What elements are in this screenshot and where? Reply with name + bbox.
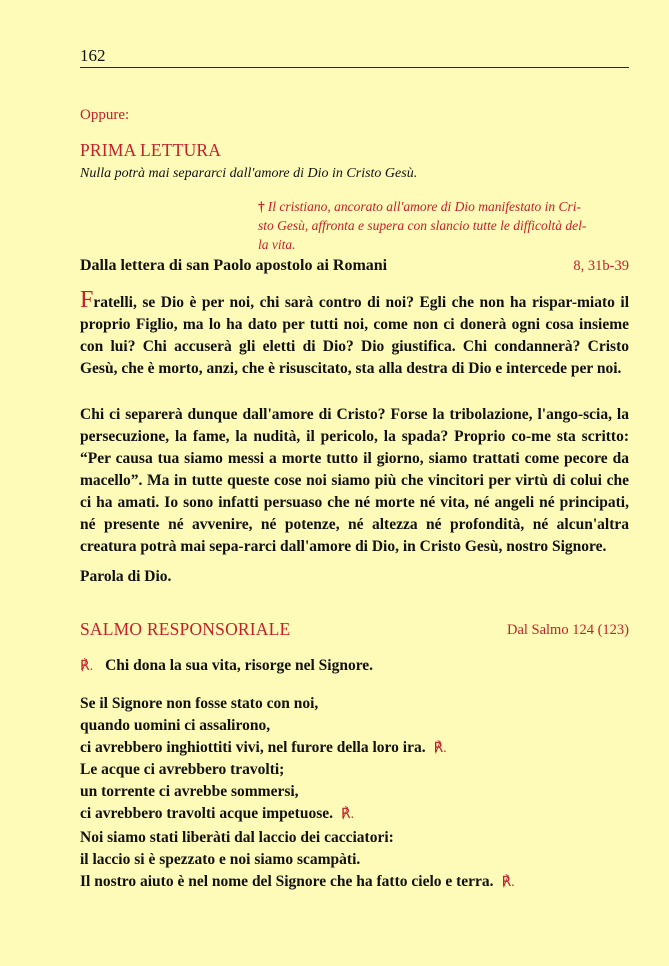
psalm-reference: Dal Salmo 124 (123) <box>506 622 629 638</box>
response-symbol: ℟. <box>80 659 94 674</box>
psalm-stanza-1 <box>80 693 447 760</box>
reading-title: Dalla lettera di san Paolo apostolo ai Romani <box>80 257 388 274</box>
psalm-stanza-3 <box>80 827 515 894</box>
response-mark: ℟. <box>341 807 355 822</box>
header-rule <box>80 67 629 68</box>
reading-paragraph-2 <box>80 404 629 558</box>
response-text: Chi dona la sua vita, risorge nel Signore. <box>105 657 374 674</box>
stanza-line: ci avrebbero travolti acque impetuose. <box>80 805 333 822</box>
stanza-line: ci avrebbero inghiottiti vivi, nel furore della loro ira. <box>80 739 426 756</box>
note-symbol: † <box>258 199 265 214</box>
psalm-stanza-2 <box>80 759 354 826</box>
oppure-label: Oppure: <box>80 107 130 123</box>
stanza-line: Il nostro aiuto è nel nome del Signore che ha fatto cielo e terra. <box>80 873 494 890</box>
note-line: sto Gesù, affronta e supera con slancio tutte le difficoltà del- <box>258 218 587 233</box>
paragraph-text: Chi ci separerà dunque dall'amore di Cristo? Forse la tribolazione, l'ango-scia, la persecuzione, la fame, la nudità, il pericolo, la spada? Proprio co-me sta scritto: “Per causa tua siamo messi a morte tutto il giorno, siamo trattati come pecore da macello”. Ma in tutte queste cose noi siamo più che vincitori per virtù di colui che ci ha amati. Io sono infatti persuaso che né morte né vita, né angeli né principati, né presente né avvenire, né potenze, né altezza né profondità, né alcun'altra creatura potrà mai sepa-rarci dall'amore di Dio, in Cristo Gesù, nostro Signore. <box>80 406 629 555</box>
stanza-line: Noi siamo stati liberàti dal laccio dei cacciatori: <box>80 829 394 846</box>
stanza-line: Se il Signore non fosse stato con noi, <box>80 695 319 712</box>
psalm-response <box>80 657 373 675</box>
response-mark: ℟. <box>501 875 515 890</box>
drop-cap: F <box>80 287 94 313</box>
note-line: Il cristiano, ancorato all'amore di Dio manifestato in Cri- <box>267 199 582 214</box>
reading-reference: 8, 31b-39 <box>573 258 629 274</box>
page-number: 162 <box>80 46 106 65</box>
stanza-line: quando uomini ci assalirono, <box>80 717 271 734</box>
stanza-line: il laccio si è spezzato e noi siamo scampàti. <box>80 851 361 868</box>
response-mark: ℟. <box>433 741 447 756</box>
closing-text: Parola di Dio. <box>80 568 172 585</box>
reading-closing <box>80 566 629 588</box>
psalm-heading: SALMO RESPONSORIALE <box>80 619 291 639</box>
reading-note <box>258 197 630 254</box>
reading-subtitle: Nulla potrà mai separarci dall'amore di Dio in Cristo Gesù. <box>80 166 418 181</box>
reading-paragraph-1 <box>80 287 629 380</box>
note-line: la vita. <box>258 237 296 252</box>
first-reading-heading: PRIMA LETTURA <box>80 140 222 160</box>
stanza-line: un torrente ci avrebbe sommersi, <box>80 783 299 800</box>
paragraph-text: ratelli, se Dio è per noi, chi sarà contro di noi? Egli che non ha rispar-miato il proprio Figlio, ma lo ha dato per tutti noi, come non ci donerà ogni cosa insieme con lui? Chi accuserà gli eletti di Dio? Dio giustifica. Chi condannerà? Cristo Gesù, che è morto, anzi, che è risuscitato, sta alla destra di Dio e intercede per noi. <box>80 294 629 377</box>
stanza-line: Le acque ci avrebbero travolti; <box>80 761 285 778</box>
